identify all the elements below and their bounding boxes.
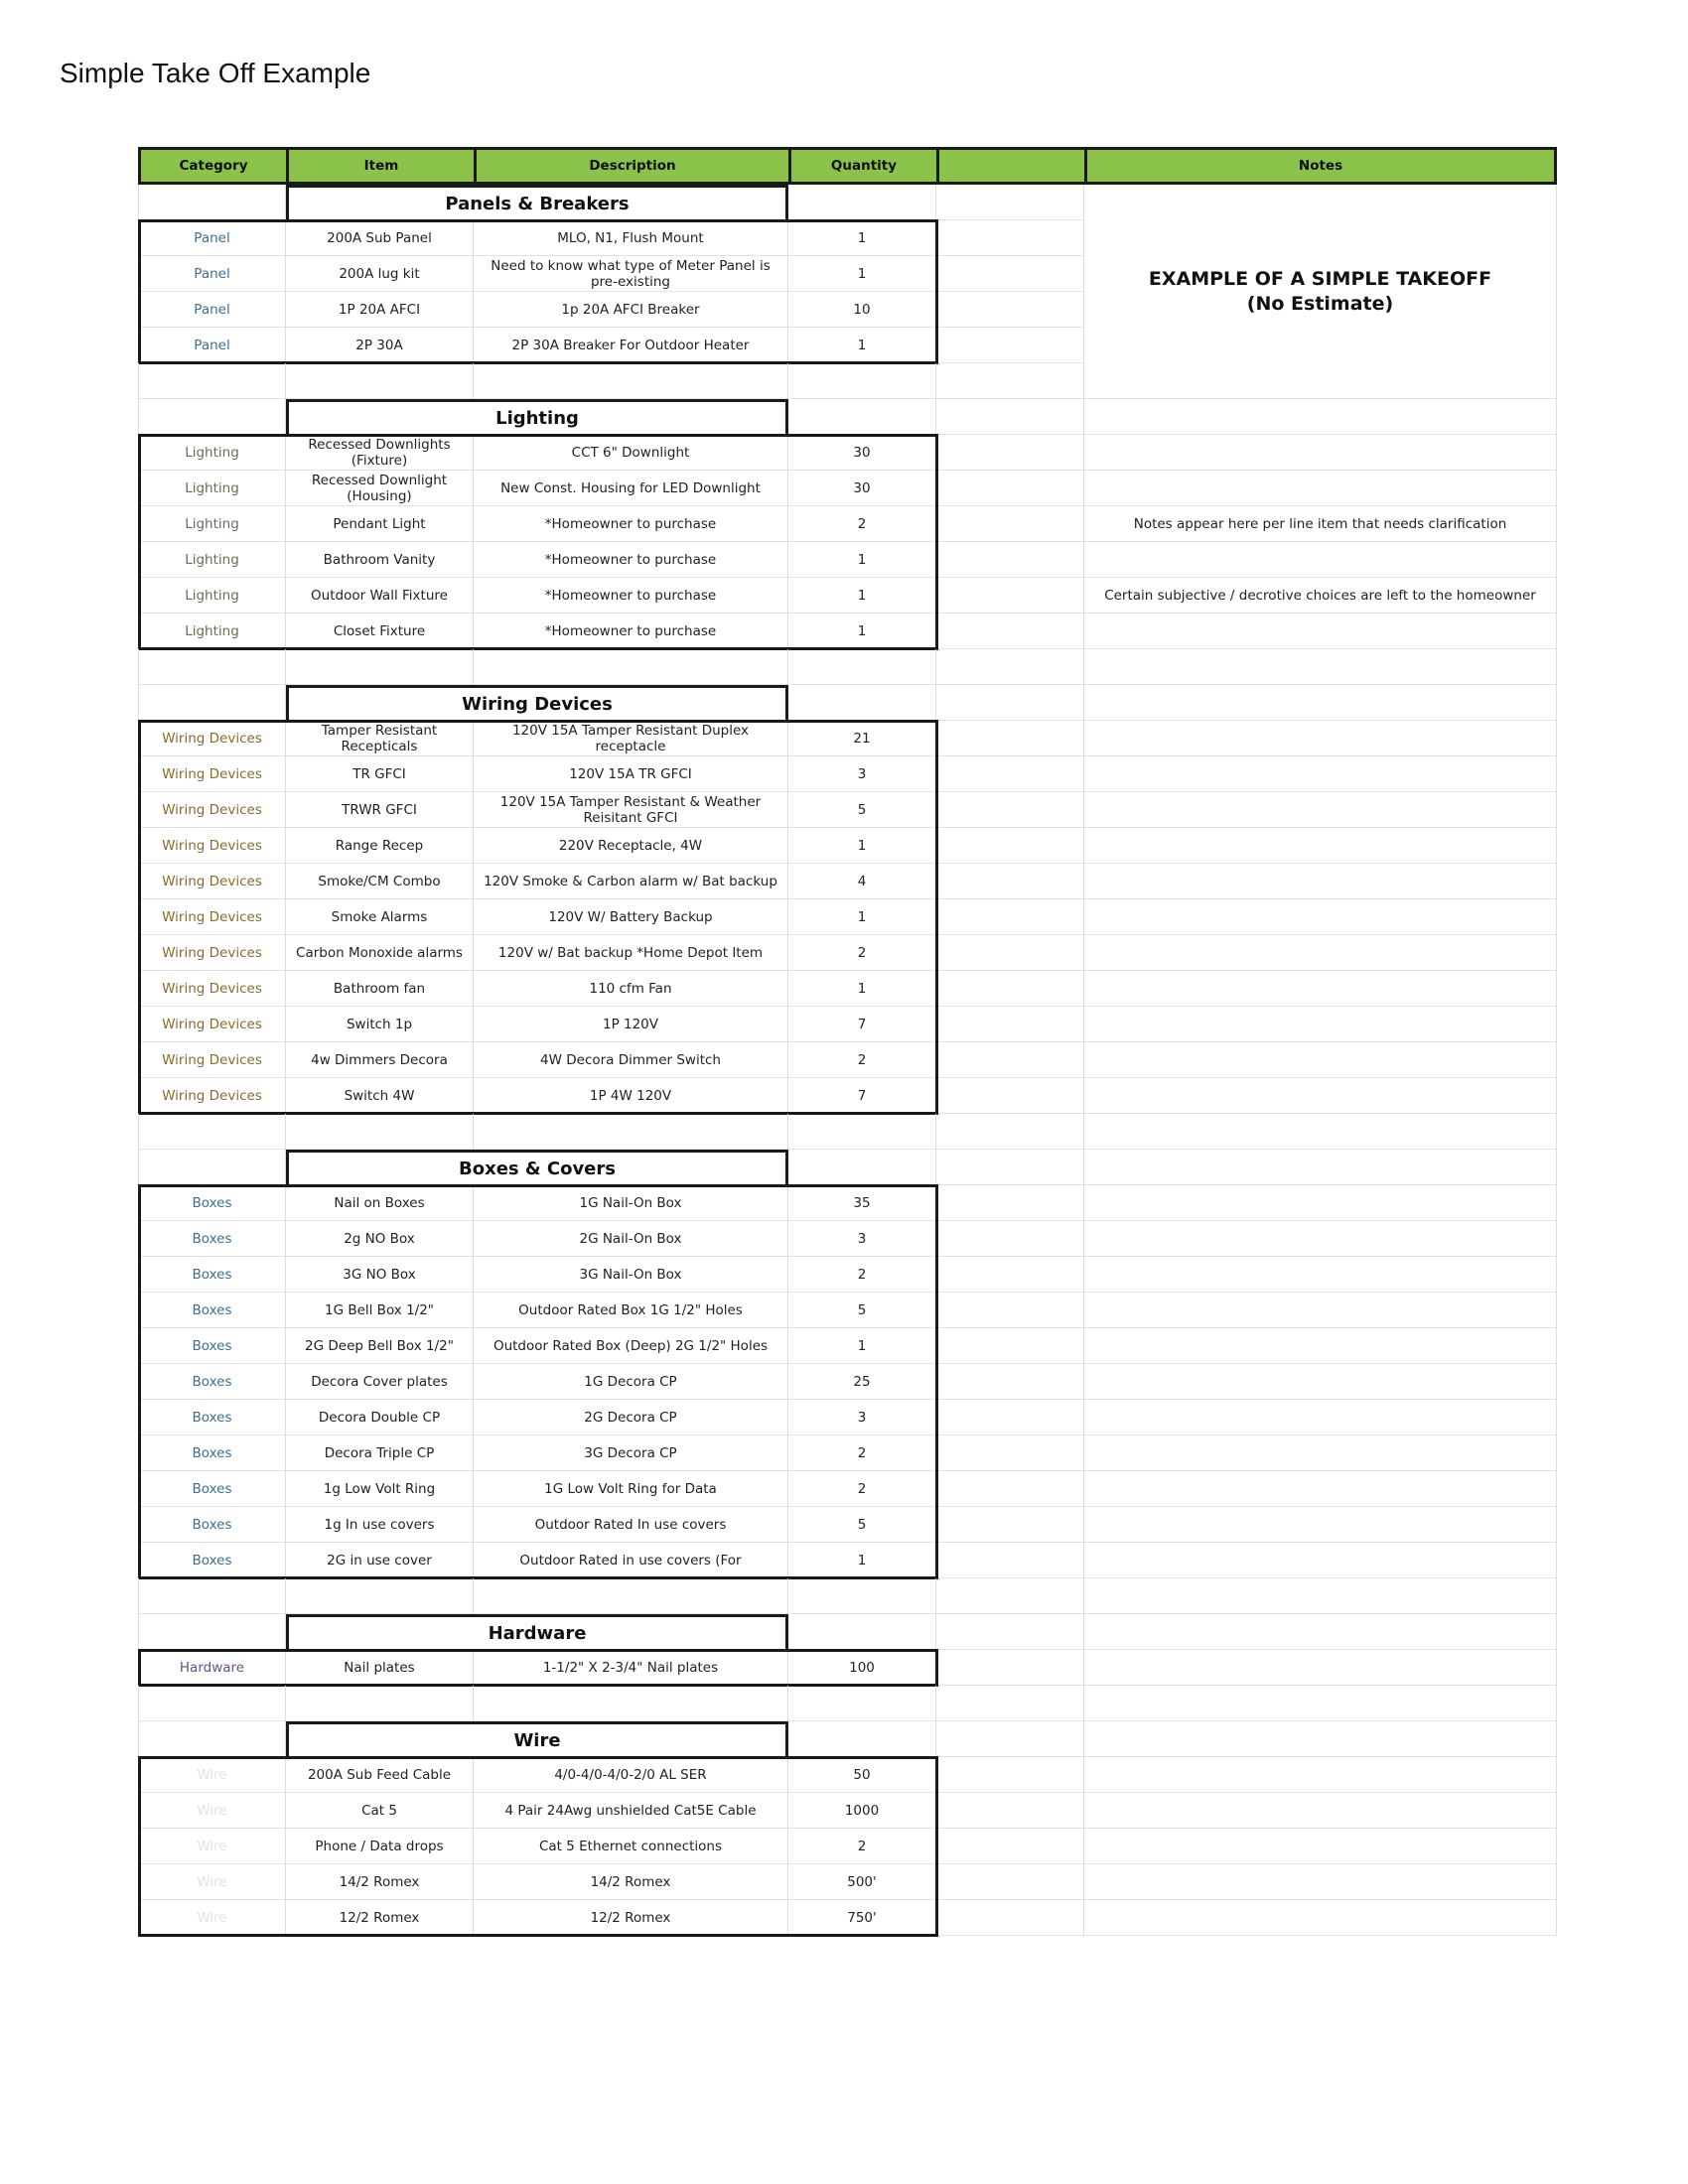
- note-cell[interactable]: [1084, 1900, 1557, 1936]
- item-cell[interactable]: 1g In use covers: [286, 1507, 474, 1543]
- item-cell[interactable]: Decora Cover plates: [286, 1364, 474, 1400]
- empty-cell[interactable]: [788, 1721, 936, 1757]
- blank-cell[interactable]: [936, 1507, 1084, 1543]
- empty-cell[interactable]: [138, 1721, 286, 1757]
- item-cell[interactable]: 2G Deep Bell Box 1/2": [286, 1328, 474, 1364]
- note-cell[interactable]: [1084, 1435, 1557, 1471]
- blank-cell[interactable]: [936, 1543, 1084, 1578]
- note-cell[interactable]: [1084, 435, 1557, 471]
- category-cell[interactable]: Wiring Devices: [138, 899, 286, 935]
- blank-cell[interactable]: [936, 1221, 1084, 1257]
- note-cell[interactable]: [1084, 1829, 1557, 1864]
- quantity-cell[interactable]: 500': [788, 1864, 936, 1900]
- note-cell[interactable]: [1084, 614, 1557, 649]
- description-cell[interactable]: Outdoor Rated Box 1G 1/2" Holes: [474, 1293, 788, 1328]
- description-cell[interactable]: 1P 4W 120V: [474, 1078, 788, 1114]
- item-cell[interactable]: 14/2 Romex: [286, 1864, 474, 1900]
- empty-cell[interactable]: [138, 1150, 286, 1185]
- description-cell[interactable]: 14/2 Romex: [474, 1864, 788, 1900]
- item-cell[interactable]: 200A Sub Feed Cable: [286, 1757, 474, 1793]
- category-cell[interactable]: Boxes: [138, 1221, 286, 1257]
- category-cell[interactable]: Boxes: [138, 1400, 286, 1435]
- note-cell[interactable]: [1084, 1471, 1557, 1507]
- item-cell[interactable]: 1P 20A AFCI: [286, 292, 474, 328]
- description-cell[interactable]: CCT 6" Downlight: [474, 435, 788, 471]
- note-cell[interactable]: [1084, 1042, 1557, 1078]
- note-cell[interactable]: [1084, 1364, 1557, 1400]
- quantity-cell[interactable]: 1000: [788, 1793, 936, 1829]
- quantity-cell[interactable]: 100: [788, 1650, 936, 1686]
- empty-cell[interactable]: [788, 1578, 936, 1614]
- page-title: Simple Take Off Example: [60, 58, 371, 88]
- item-cell[interactable]: 1G Bell Box 1/2": [286, 1293, 474, 1328]
- empty-cell[interactable]: [474, 1114, 788, 1150]
- blank-cell[interactable]: [936, 864, 1084, 899]
- quantity-cell[interactable]: 2: [788, 1829, 936, 1864]
- category-cell[interactable]: Wire: [138, 1900, 286, 1936]
- blank-cell[interactable]: [936, 1829, 1084, 1864]
- description-cell[interactable]: 4 Pair 24Awg unshielded Cat5E Cable: [474, 1793, 788, 1829]
- note-cell[interactable]: [1084, 1257, 1557, 1293]
- empty-cell[interactable]: [138, 399, 286, 435]
- description-cell[interactable]: 1P 120V: [474, 1007, 788, 1042]
- item-cell[interactable]: Cat 5: [286, 1793, 474, 1829]
- description-cell[interactable]: 120V Smoke & Carbon alarm w/ Bat backup: [474, 864, 788, 899]
- empty-cell[interactable]: [1084, 399, 1557, 435]
- description-cell[interactable]: 120V 15A Tamper Resistant Duplex receptacle: [474, 721, 788, 756]
- empty-cell[interactable]: [138, 685, 286, 721]
- blank-cell[interactable]: [936, 828, 1084, 864]
- empty-cell[interactable]: [286, 1114, 474, 1150]
- empty-cell[interactable]: [788, 1614, 936, 1650]
- description-cell[interactable]: New Const. Housing for LED Downlight: [474, 471, 788, 506]
- note-cell[interactable]: [1084, 1793, 1557, 1829]
- description-cell[interactable]: 4W Decora Dimmer Switch: [474, 1042, 788, 1078]
- blank-cell[interactable]: [936, 792, 1084, 828]
- quantity-cell[interactable]: 2: [788, 1471, 936, 1507]
- item-cell[interactable]: 2g NO Box: [286, 1221, 474, 1257]
- description-cell[interactable]: *Homeowner to purchase: [474, 578, 788, 614]
- category-cell[interactable]: Panel: [138, 292, 286, 328]
- item-cell[interactable]: 2G in use cover: [286, 1543, 474, 1578]
- note-cell[interactable]: [1084, 864, 1557, 899]
- note-cell[interactable]: [1084, 935, 1557, 971]
- quantity-cell[interactable]: 1: [788, 899, 936, 935]
- blank-cell[interactable]: [936, 506, 1084, 542]
- description-cell[interactable]: *Homeowner to purchase: [474, 614, 788, 649]
- item-cell[interactable]: Switch 1p: [286, 1007, 474, 1042]
- item-cell[interactable]: 2P 30A: [286, 328, 474, 363]
- category-cell[interactable]: Boxes: [138, 1507, 286, 1543]
- blank-cell[interactable]: [936, 614, 1084, 649]
- item-cell[interactable]: Bathroom Vanity: [286, 542, 474, 578]
- note-cell[interactable]: [1084, 1507, 1557, 1543]
- quantity-cell[interactable]: 1: [788, 828, 936, 864]
- item-cell[interactable]: Range Recep: [286, 828, 474, 864]
- empty-cell[interactable]: [138, 363, 286, 399]
- category-cell[interactable]: Boxes: [138, 1257, 286, 1293]
- item-cell[interactable]: Recessed Downlights (Fixture): [286, 435, 474, 471]
- quantity-cell[interactable]: 1: [788, 614, 936, 649]
- quantity-cell[interactable]: 4: [788, 864, 936, 899]
- blank-cell[interactable]: [936, 1864, 1084, 1900]
- empty-cell[interactable]: [936, 1578, 1084, 1614]
- quantity-cell[interactable]: 2: [788, 1257, 936, 1293]
- quantity-cell[interactable]: 750': [788, 1900, 936, 1936]
- note-cell[interactable]: [1084, 1007, 1557, 1042]
- empty-cell[interactable]: [1084, 1114, 1557, 1150]
- empty-cell[interactable]: [936, 363, 1084, 399]
- item-cell[interactable]: Decora Double CP: [286, 1400, 474, 1435]
- empty-cell[interactable]: [936, 185, 1084, 220]
- description-cell[interactable]: 110 cfm Fan: [474, 971, 788, 1007]
- section-title: Boxes & Covers: [286, 1150, 788, 1185]
- description-cell[interactable]: Need to know what type of Meter Panel is pre-existing: [474, 256, 788, 292]
- item-cell[interactable]: Smoke/CM Combo: [286, 864, 474, 899]
- empty-cell[interactable]: [788, 185, 936, 220]
- item-cell[interactable]: 4w Dimmers Decora: [286, 1042, 474, 1078]
- description-cell[interactable]: 1G Decora CP: [474, 1364, 788, 1400]
- note-cell[interactable]: [1084, 542, 1557, 578]
- category-cell[interactable]: Wiring Devices: [138, 828, 286, 864]
- category-cell[interactable]: Wiring Devices: [138, 721, 286, 756]
- quantity-cell[interactable]: 1: [788, 1543, 936, 1578]
- quantity-cell[interactable]: 30: [788, 435, 936, 471]
- empty-cell[interactable]: [936, 1114, 1084, 1150]
- quantity-cell[interactable]: 7: [788, 1078, 936, 1114]
- blank-cell[interactable]: [936, 1400, 1084, 1435]
- blank-cell[interactable]: [936, 1328, 1084, 1364]
- header-blank[interactable]: [936, 147, 1084, 185]
- note-cell[interactable]: [1084, 1293, 1557, 1328]
- note-cell[interactable]: [1084, 1650, 1557, 1686]
- empty-cell[interactable]: [286, 363, 474, 399]
- description-cell[interactable]: 220V Receptacle, 4W: [474, 828, 788, 864]
- header-quantity[interactable]: Quantity: [788, 147, 936, 185]
- blank-cell[interactable]: [936, 721, 1084, 756]
- quantity-cell[interactable]: 7: [788, 1007, 936, 1042]
- blank-cell[interactable]: [936, 1757, 1084, 1793]
- item-cell[interactable]: Carbon Monoxide alarms: [286, 935, 474, 971]
- blank-cell[interactable]: [936, 899, 1084, 935]
- empty-cell[interactable]: [138, 649, 286, 685]
- quantity-cell[interactable]: 1: [788, 1328, 936, 1364]
- empty-cell[interactable]: [936, 685, 1084, 721]
- item-cell[interactable]: 3G NO Box: [286, 1257, 474, 1293]
- category-cell[interactable]: Wiring Devices: [138, 1007, 286, 1042]
- note-cell[interactable]: [1084, 1543, 1557, 1578]
- description-cell[interactable]: *Homeowner to purchase: [474, 542, 788, 578]
- category-cell[interactable]: Boxes: [138, 1435, 286, 1471]
- empty-cell[interactable]: [286, 1578, 474, 1614]
- blank-cell[interactable]: [936, 1435, 1084, 1471]
- quantity-cell[interactable]: 2: [788, 935, 936, 971]
- category-cell[interactable]: Wiring Devices: [138, 1078, 286, 1114]
- empty-cell[interactable]: [936, 1614, 1084, 1650]
- item-cell[interactable]: Tamper Resistant Recepticals: [286, 721, 474, 756]
- empty-cell[interactable]: [138, 1686, 286, 1721]
- note-cell[interactable]: [1084, 1221, 1557, 1257]
- takeoff-note-line1: EXAMPLE OF A SIMPLE TAKEOFF: [1148, 267, 1492, 290]
- empty-cell[interactable]: [788, 1114, 936, 1150]
- note-cell[interactable]: [1084, 1185, 1557, 1221]
- category-cell[interactable]: Wire: [138, 1829, 286, 1864]
- item-cell[interactable]: Closet Fixture: [286, 614, 474, 649]
- description-cell[interactable]: 3G Nail-On Box: [474, 1257, 788, 1293]
- empty-cell[interactable]: [788, 649, 936, 685]
- blank-cell[interactable]: [936, 935, 1084, 971]
- category-cell[interactable]: Boxes: [138, 1328, 286, 1364]
- note-cell[interactable]: [1084, 899, 1557, 935]
- item-cell[interactable]: 1g Low Volt Ring: [286, 1471, 474, 1507]
- blank-cell[interactable]: [936, 1042, 1084, 1078]
- item-cell[interactable]: Outdoor Wall Fixture: [286, 578, 474, 614]
- description-cell[interactable]: 120V 15A Tamper Resistant & Weather Reisitant GFCI: [474, 792, 788, 828]
- header-description[interactable]: Description: [474, 147, 788, 185]
- quantity-cell[interactable]: 2: [788, 1435, 936, 1471]
- description-cell[interactable]: 120V 15A TR GFCI: [474, 756, 788, 792]
- note-cell[interactable]: [1084, 1757, 1557, 1793]
- category-cell[interactable]: Wiring Devices: [138, 1042, 286, 1078]
- item-cell[interactable]: Nail on Boxes: [286, 1185, 474, 1221]
- category-cell[interactable]: Wiring Devices: [138, 864, 286, 899]
- blank-cell[interactable]: [936, 1185, 1084, 1221]
- blank-cell[interactable]: [936, 256, 1084, 292]
- item-cell[interactable]: Switch 4W: [286, 1078, 474, 1114]
- item-cell[interactable]: Pendant Light: [286, 506, 474, 542]
- empty-cell[interactable]: [936, 1686, 1084, 1721]
- empty-cell[interactable]: [936, 1721, 1084, 1757]
- header-notes[interactable]: Notes: [1084, 147, 1557, 185]
- category-cell[interactable]: Wiring Devices: [138, 935, 286, 971]
- item-cell[interactable]: Recessed Downlight (Housing): [286, 471, 474, 506]
- quantity-cell[interactable]: 1: [788, 578, 936, 614]
- empty-cell[interactable]: [1084, 649, 1557, 685]
- blank-cell[interactable]: [936, 220, 1084, 256]
- takeoff-note: [1084, 185, 1557, 399]
- quantity-cell[interactable]: 1: [788, 971, 936, 1007]
- blank-cell[interactable]: [936, 1257, 1084, 1293]
- blank-cell[interactable]: [936, 328, 1084, 363]
- description-cell[interactable]: Cat 5 Ethernet connections: [474, 1829, 788, 1864]
- empty-cell[interactable]: [788, 685, 936, 721]
- category-cell[interactable]: Panel: [138, 220, 286, 256]
- quantity-cell[interactable]: 2: [788, 506, 936, 542]
- note-cell[interactable]: [1084, 828, 1557, 864]
- takeoff-note-line2: (No Estimate): [1246, 292, 1394, 315]
- blank-cell[interactable]: [936, 756, 1084, 792]
- description-cell[interactable]: Outdoor Rated In use covers: [474, 1507, 788, 1543]
- category-cell[interactable]: Lighting: [138, 614, 286, 649]
- category-cell[interactable]: Lighting: [138, 506, 286, 542]
- quantity-cell[interactable]: 35: [788, 1185, 936, 1221]
- category-cell[interactable]: Wiring Devices: [138, 971, 286, 1007]
- note-cell[interactable]: [1084, 971, 1557, 1007]
- quantity-cell[interactable]: 5: [788, 792, 936, 828]
- empty-cell[interactable]: [1084, 1721, 1557, 1757]
- empty-cell[interactable]: [474, 363, 788, 399]
- empty-cell[interactable]: [936, 399, 1084, 435]
- blank-cell[interactable]: [936, 1650, 1084, 1686]
- category-cell[interactable]: Lighting: [138, 435, 286, 471]
- note-cell[interactable]: Notes appear here per line item that needs clarification: [1084, 506, 1557, 542]
- blank-cell[interactable]: [936, 435, 1084, 471]
- note-cell[interactable]: [1084, 1864, 1557, 1900]
- empty-cell[interactable]: [788, 399, 936, 435]
- quantity-cell[interactable]: 1: [788, 256, 936, 292]
- note-cell[interactable]: [1084, 1400, 1557, 1435]
- section-title: Lighting: [286, 399, 788, 435]
- item-cell[interactable]: TR GFCI: [286, 756, 474, 792]
- quantity-cell[interactable]: 5: [788, 1507, 936, 1543]
- description-cell[interactable]: Outdoor Rated in use covers (For: [474, 1543, 788, 1578]
- empty-cell[interactable]: [474, 1578, 788, 1614]
- description-cell[interactable]: 120V w/ Bat backup *Home Depot Item: [474, 935, 788, 971]
- blank-cell[interactable]: [936, 471, 1084, 506]
- category-cell[interactable]: Wire: [138, 1757, 286, 1793]
- quantity-cell[interactable]: 1: [788, 542, 936, 578]
- section-title: Hardware: [286, 1614, 788, 1650]
- blank-cell[interactable]: [936, 292, 1084, 328]
- item-cell[interactable]: Bathroom fan: [286, 971, 474, 1007]
- item-cell[interactable]: 200A lug kit: [286, 256, 474, 292]
- description-cell[interactable]: 1p 20A AFCI Breaker: [474, 292, 788, 328]
- description-cell[interactable]: 1-1/2" X 2-3/4" Nail plates: [474, 1650, 788, 1686]
- quantity-cell[interactable]: 3: [788, 1400, 936, 1435]
- category-cell[interactable]: Boxes: [138, 1364, 286, 1400]
- description-cell[interactable]: *Homeowner to purchase: [474, 506, 788, 542]
- blank-cell[interactable]: [936, 1793, 1084, 1829]
- quantity-cell[interactable]: 3: [788, 756, 936, 792]
- item-cell[interactable]: Smoke Alarms: [286, 899, 474, 935]
- empty-cell[interactable]: [1084, 1150, 1557, 1185]
- description-cell[interactable]: 2G Decora CP: [474, 1400, 788, 1435]
- blank-cell[interactable]: [936, 542, 1084, 578]
- empty-cell[interactable]: [138, 1114, 286, 1150]
- quantity-cell[interactable]: 2: [788, 1042, 936, 1078]
- note-cell[interactable]: [1084, 721, 1557, 756]
- empty-cell[interactable]: [1084, 1686, 1557, 1721]
- description-cell[interactable]: 1G Nail-On Box: [474, 1185, 788, 1221]
- blank-cell[interactable]: [936, 1007, 1084, 1042]
- description-cell[interactable]: Outdoor Rated Box (Deep) 2G 1/2" Holes: [474, 1328, 788, 1364]
- item-cell[interactable]: 200A Sub Panel: [286, 220, 474, 256]
- category-cell[interactable]: Boxes: [138, 1471, 286, 1507]
- empty-cell[interactable]: [788, 363, 936, 399]
- quantity-cell[interactable]: 50: [788, 1757, 936, 1793]
- note-cell[interactable]: [1084, 1078, 1557, 1114]
- description-cell[interactable]: 2P 30A Breaker For Outdoor Heater: [474, 328, 788, 363]
- category-cell[interactable]: Hardware: [138, 1650, 286, 1686]
- empty-cell[interactable]: [286, 649, 474, 685]
- description-cell[interactable]: 12/2 Romex: [474, 1900, 788, 1936]
- blank-cell[interactable]: [936, 1293, 1084, 1328]
- category-cell[interactable]: Boxes: [138, 1543, 286, 1578]
- category-cell[interactable]: Boxes: [138, 1293, 286, 1328]
- category-cell[interactable]: Panel: [138, 328, 286, 363]
- header-category[interactable]: Category: [138, 147, 286, 185]
- empty-cell[interactable]: [138, 1614, 286, 1650]
- category-cell[interactable]: Panel: [138, 256, 286, 292]
- empty-cell[interactable]: [474, 1686, 788, 1721]
- note-cell[interactable]: [1084, 756, 1557, 792]
- description-cell[interactable]: 1G Low Volt Ring for Data: [474, 1471, 788, 1507]
- empty-cell[interactable]: [788, 1150, 936, 1185]
- section-title: Wiring Devices: [286, 685, 788, 721]
- category-cell[interactable]: Lighting: [138, 578, 286, 614]
- description-cell[interactable]: 3G Decora CP: [474, 1435, 788, 1471]
- quantity-cell[interactable]: 1: [788, 328, 936, 363]
- item-cell[interactable]: 12/2 Romex: [286, 1900, 474, 1936]
- category-cell[interactable]: Wire: [138, 1864, 286, 1900]
- quantity-cell[interactable]: 25: [788, 1364, 936, 1400]
- note-cell[interactable]: [1084, 792, 1557, 828]
- empty-cell[interactable]: [1084, 685, 1557, 721]
- blank-cell[interactable]: [936, 1364, 1084, 1400]
- blank-cell[interactable]: [936, 1471, 1084, 1507]
- item-cell[interactable]: Nail plates: [286, 1650, 474, 1686]
- quantity-cell[interactable]: 5: [788, 1293, 936, 1328]
- description-cell[interactable]: 120V W/ Battery Backup: [474, 899, 788, 935]
- item-cell[interactable]: Phone / Data drops: [286, 1829, 474, 1864]
- item-cell[interactable]: Decora Triple CP: [286, 1435, 474, 1471]
- quantity-cell[interactable]: 3: [788, 1221, 936, 1257]
- blank-cell[interactable]: [936, 971, 1084, 1007]
- category-cell[interactable]: Lighting: [138, 542, 286, 578]
- empty-cell[interactable]: [286, 1686, 474, 1721]
- header-item[interactable]: Item: [286, 147, 474, 185]
- empty-cell[interactable]: [936, 649, 1084, 685]
- category-cell[interactable]: Wiring Devices: [138, 792, 286, 828]
- quantity-cell[interactable]: 30: [788, 471, 936, 506]
- section-title: Panels & Breakers: [286, 185, 788, 220]
- note-cell[interactable]: [1084, 1328, 1557, 1364]
- empty-cell[interactable]: [474, 649, 788, 685]
- note-cell[interactable]: [1084, 471, 1557, 506]
- description-cell[interactable]: 2G Nail-On Box: [474, 1221, 788, 1257]
- description-cell[interactable]: MLO, N1, Flush Mount: [474, 220, 788, 256]
- category-cell[interactable]: Wire: [138, 1793, 286, 1829]
- empty-cell[interactable]: [1084, 1578, 1557, 1614]
- empty-cell[interactable]: [138, 1578, 286, 1614]
- category-cell[interactable]: Wiring Devices: [138, 756, 286, 792]
- section-title: Wire: [286, 1721, 788, 1757]
- empty-cell[interactable]: [138, 185, 286, 220]
- category-cell[interactable]: Boxes: [138, 1185, 286, 1221]
- quantity-cell[interactable]: 1: [788, 220, 936, 256]
- quantity-cell[interactable]: 10: [788, 292, 936, 328]
- category-cell[interactable]: Lighting: [138, 471, 286, 506]
- blank-cell[interactable]: [936, 578, 1084, 614]
- empty-cell[interactable]: [936, 1150, 1084, 1185]
- item-cell[interactable]: TRWR GFCI: [286, 792, 474, 828]
- quantity-cell[interactable]: 21: [788, 721, 936, 756]
- blank-cell[interactable]: [936, 1078, 1084, 1114]
- note-cell[interactable]: Certain subjective / decrotive choices are left to the homeowner: [1084, 578, 1557, 614]
- blank-cell[interactable]: [936, 1900, 1084, 1936]
- description-cell[interactable]: 4/0-4/0-4/0-2/0 AL SER: [474, 1757, 788, 1793]
- empty-cell[interactable]: [788, 1686, 936, 1721]
- empty-cell[interactable]: [1084, 1614, 1557, 1650]
